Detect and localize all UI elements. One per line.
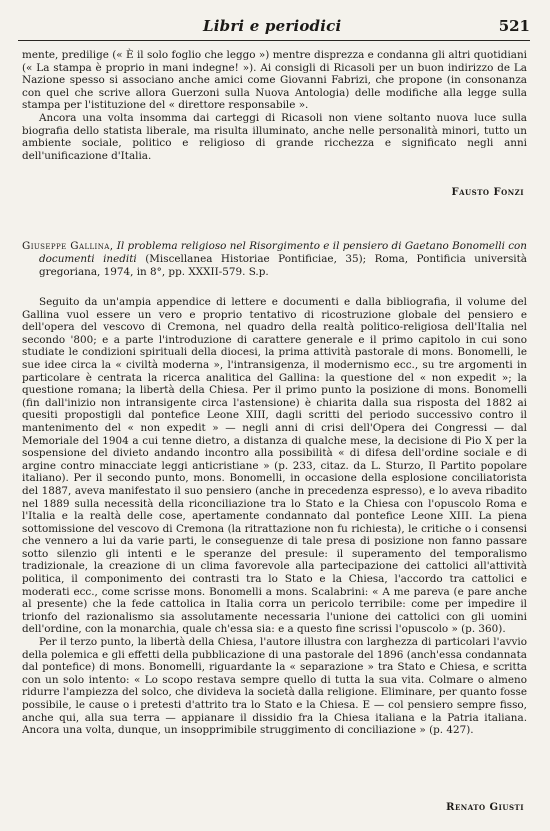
review1-body — [22, 49, 527, 162]
review2-author: Giuseppe Gallina, — [22, 240, 114, 252]
review2-title: Il problema religioso nel Risorgimento e il pensiero di Gaetano Bonomelli con documenti inediti — [39, 240, 527, 265]
review2-paragraph-1: Seguito da un'ampia appendice di lettere e documenti e dalla bibliografia, il volume del Gallina vuol essere un vero e proprio tentativo di ricostruzione globale del pensiero e dell'opera del vescovo di Cremona, nel quadro della realtà politico-religiosa dell'Italia nel secondo '800; e a parte l'introduzione di carattere generale e il primo capitolo in cui sono studiate le condizioni spirituali della diocesi, la prima attività pastorale di mons. Bonomelli, le sue idee circa la « civiltà moderna », l'intransigenza, il modernismo ecc., su tre argomenti in particolare è centrata la ricerca analitica del Gallina: la questione del « non expedit »; la questione romana; la libertà della Chiesa. Per il primo punto la posizione di mons. Bonomelli (fin dall'inizio non intransigente circa l'astensione) è chiarita dalla sua risposta del 1882 ai quesiti propostigli dal pontefice Leone XIII, dagli scritti del periodo successivo contro il mantenimento del « non expedit » — negli anni di crisi dell'Opera dei Congressi — dal Memoriale del 1904 a cui tenne dietro, a distanza di qualche mese, la decisione di Pio X per la sospensione del divieto andando incontro alla possibilità « di difesa dell'ordine sociale e di argine contro minacciate leggi anticristiane » (p. 233, citaz. da L. Sturzo, Il Partito popolare italiano). Per il secondo punto, mons. Bonomelli, in occasione della esplosione conciliatorista del 1887, aveva manifestato il suo pensiero (anche in precedenza espresso), e lo aveva ribadito nel 1889 sulla necessità della riconciliazione tra lo Stato e la Chiesa con l'opuscolo Roma e l'Italia e la realtà delle cose, apertamente condannato dal pontefice Leone XIII. La piena sottomissione del vescovo di Cremona (la ritrattazione non fu richiesta), le critiche o i consensi che vennero a lui da varie parti, le conseguenze di tale presa di posizione non fanno passare sotto silenzio gli intenti e le speranze del presule: il superamento del temporalismo tradizionale, la creazione di un clima favorevole alla partecipazione dei cattolici all'attività politica, il componimento dei contrasti tra lo Stato e la Chiesa, l'accordo tra cattolici e moderati ecc., come scrisse mons. Bonomelli a mons. Scalabrini: « A me pareva (e pare anche al presente) che la fede cattolica in Italia corra un pericolo terribile: come per impedire il trionfo del razionalismo sia assolutamente necessaria l'unione dei cattolici con gli uomini dell'ordine, con la monarchia, quale ch'essa sia: e a questo fine scrissi l'opuscolo » (p. 360). — [22, 296, 527, 636]
running-header — [18, 14, 530, 41]
review2-body — [22, 296, 527, 737]
review2-paragraph-2: Per il terzo punto, la libertà della Chiesa, l'autore illustra con larghezza di particolari l'avvio della polemica e gli effetti della pubblicazione di una pastorale del 1896 (anch'essa condannata dal pontefice) di mons. Bonomelli, riguardante la « separazione » tra Stato e Chiesa, e scritta con un solo intento: « Lo scopo restava sempre quello di tutta la sua vita. Colmare o almeno ridurre l'ampiezza del solco, che divideva la società dalla religione. Eliminare, per quanto fosse possibile, le cause o i pretesti d'attrito tra lo Stato e la Chiesa. E — col pensiero sempre fisso, anche qui, alla sua terra — appianare il dissidio fra la Chiesa italiana e la Patria italiana. Ancora una volta, dunque, un insopprimibile struggimento di conciliazione » (p. 427). — [22, 636, 527, 737]
review1-signature: Fausto Fonzi — [451, 187, 524, 198]
review2-details: (Miscellanea Historiae Pontificiae, 35); Roma, Pontificia università gregoriana, 1974, in 8°, pp. XXXII-579. S.p. — [39, 252, 527, 278]
running-title: Libri e periodici — [203, 17, 342, 35]
review1-paragraph-2: Ancora una volta insomma dai carteggi di Ricasoli non viene soltanto nuova luce sulla biografia dello statista liberale, ma risulta illuminato, anche nelle personalità minori, tutto un ambiente sociale, politico e religioso di grande ricchezza e significato negli anni dell'unificazione d'Italia. — [22, 111, 527, 162]
review2-citation — [22, 240, 527, 278]
page-number: 521 — [498, 17, 530, 35]
review2-signature: Renato Giusti — [446, 802, 524, 813]
review1-paragraph-1: mente, predilige (« È il solo foglio che leggo ») mentre disprezza e condanna gli altri quotidiani (« La stampa è proprio in mani indegne! »). Ai consigli di Ricasoli per un buon indirizzo de La Nazione spesso si associano anche amici come Giovanni Fabrizi, che propone (in consonanza con quel che scrive allora Guerzoni sulla Nuova Antologia) delle modifiche alla legge sulla stampa per l'istituzione del « direttore responsabile ». — [22, 49, 527, 112]
